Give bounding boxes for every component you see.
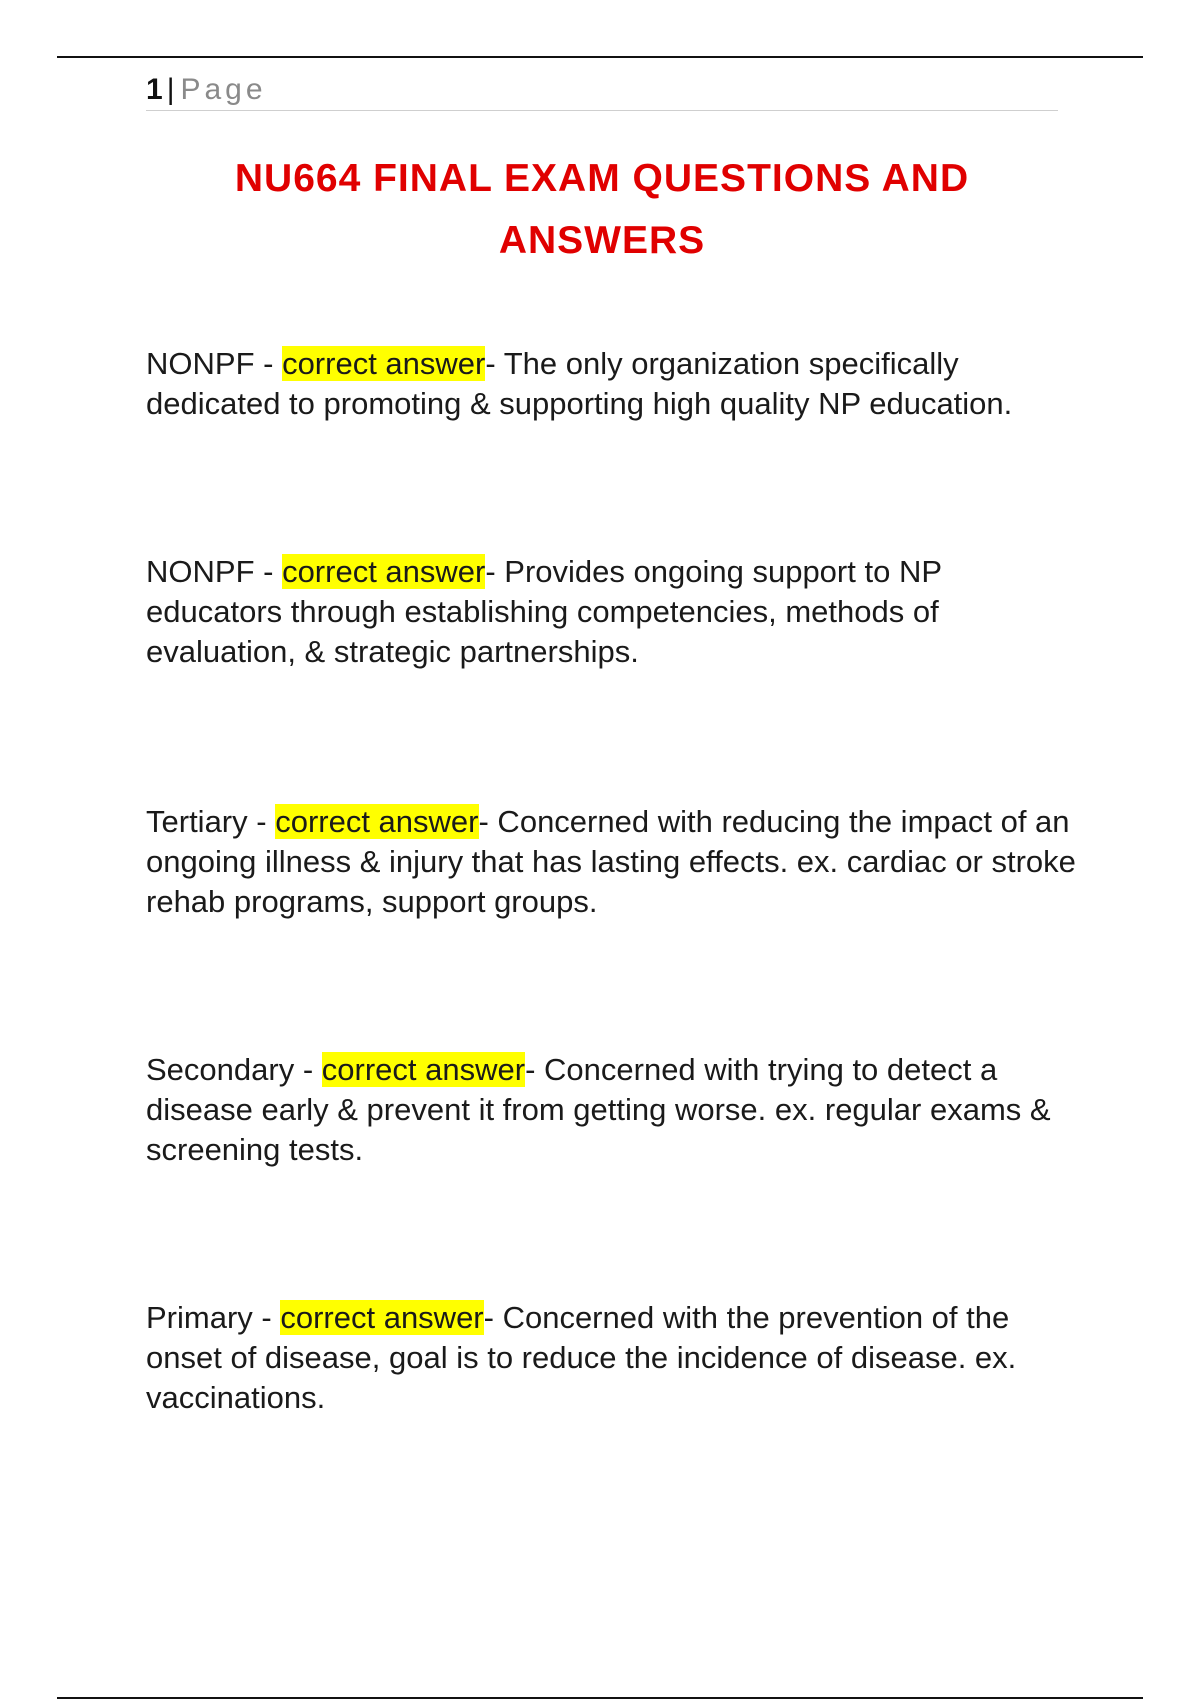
entry-dash: - <box>254 346 283 381</box>
entry-highlight: correct answer <box>282 554 486 589</box>
qa-entry-4 <box>146 1050 1076 1170</box>
entry-term: Primary <box>146 1300 253 1335</box>
entry-answer: - Concerned with trying to detect a disease early & prevent it from getting worse. ex. regular exams & screening tests. <box>146 1052 1051 1167</box>
document-title <box>146 148 1058 272</box>
entry-highlight: correct answer <box>280 1300 484 1335</box>
entry-answer: - Provides ongoing support to NP educators through establishing competencies, methods of evaluation, & strategic partnerships. <box>146 554 942 669</box>
page-separator: | <box>166 73 175 106</box>
entry-term: NONPF <box>146 554 255 589</box>
entry-answer: - Concerned with the prevention of the onset of disease, goal is to reduce the incidence of disease. ex. vaccinations. <box>146 1300 1017 1415</box>
qa-entry-3 <box>146 802 1076 922</box>
page-header <box>146 70 1058 111</box>
top-rule <box>57 56 1143 58</box>
entry-dash: - <box>254 554 283 589</box>
entry-dash: - <box>294 1052 322 1087</box>
entry-highlight: correct answer <box>282 346 486 381</box>
entry-term: NONPF <box>146 346 255 381</box>
bottom-rule <box>57 1697 1143 1699</box>
qa-entry-2 <box>146 552 1076 672</box>
entry-highlight: correct answer <box>275 804 479 839</box>
entry-highlight: correct answer <box>321 1052 526 1087</box>
entry-dash: - <box>247 804 276 839</box>
qa-entry-5 <box>146 1298 1076 1418</box>
qa-entry-1 <box>146 344 1076 424</box>
title-line-2: ANSWERS <box>498 219 706 262</box>
page-number: 1 <box>146 73 163 106</box>
entry-answer: - The only organization specifically dedicated to promoting & supporting high quality NP education. <box>146 346 1013 421</box>
entry-answer: - Concerned with reducing the impact of an ongoing illness & injury that has lasting effects. ex. cardiac or stroke rehab programs, support groups. <box>146 804 1076 919</box>
entry-dash: - <box>252 1300 281 1335</box>
entry-term: Tertiary <box>146 804 248 839</box>
title-line-1: NU664 FINAL EXAM QUESTIONS AND <box>234 157 970 200</box>
entry-term: Secondary <box>146 1052 295 1087</box>
page-label: Page <box>180 73 267 106</box>
